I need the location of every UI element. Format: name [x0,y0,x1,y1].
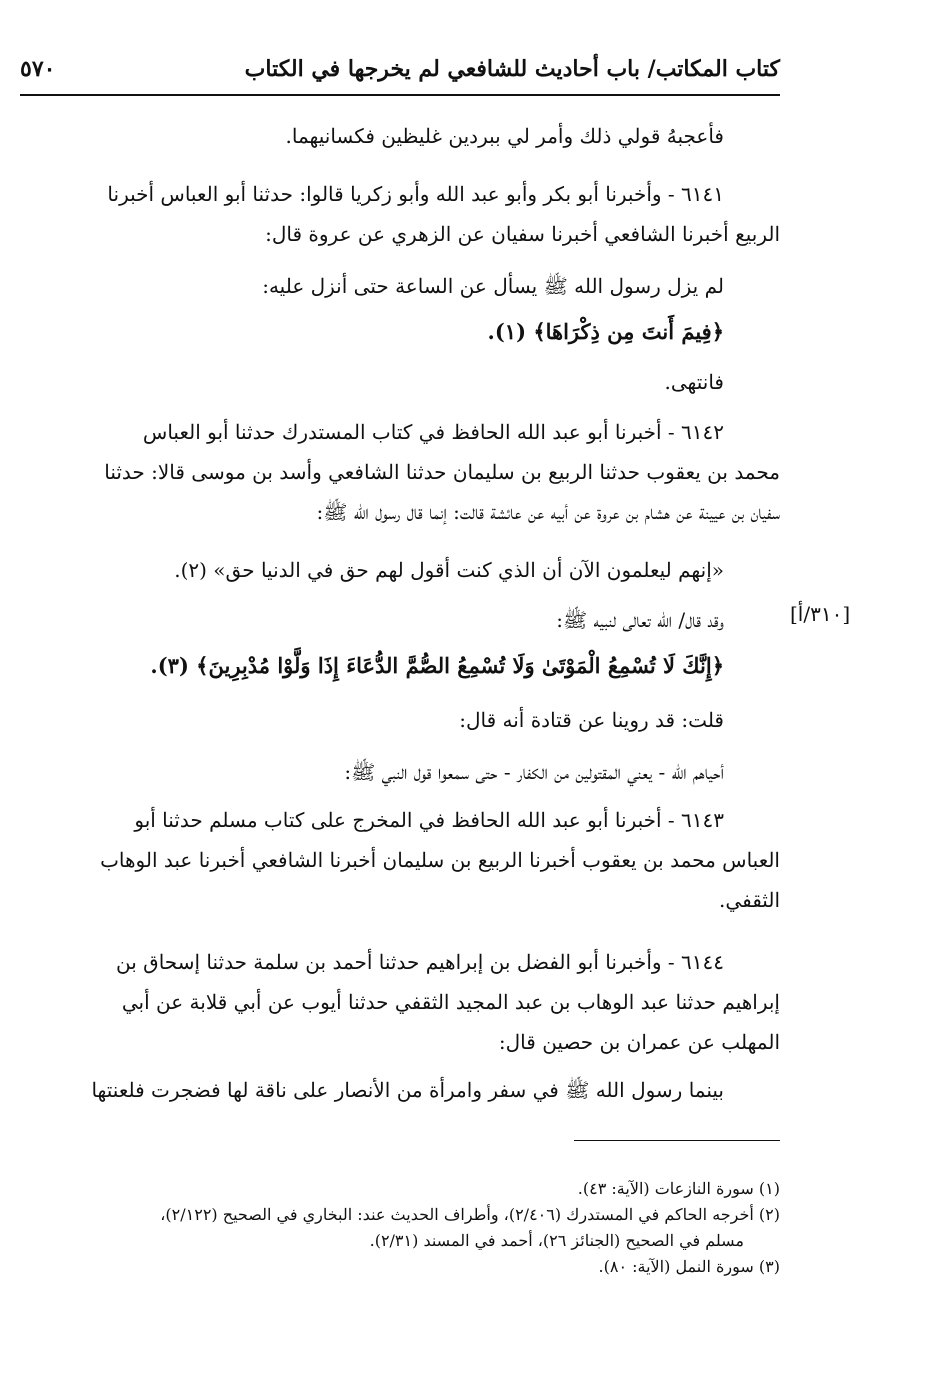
hadith-text [20,1070,780,1110]
quran-verse [20,646,780,686]
text-line: محمد بن يعقوب حدثنا الربيع بن سليمان حدثنا الشافعي وأسد بن موسى قالا: حدثنا [104,460,780,484]
text-line: ٦١٤٢ - أخبرنا أبو عبد الله الحافظ في كتاب المستدرك حدثنا أبو العباس [142,420,724,444]
text-line: فأعجبهُ قولي ذلك وأمر لي ببردين غليظين فكسانيهما. [285,124,724,148]
hadith-text [20,266,780,306]
manuscript-folio-note: [٣١٠/أ] [790,602,851,626]
text-paragraph [20,600,780,640]
text-line: ٦١٤١ - وأخبرنا أبو بكر وأبو عبد الله وأبو زكريا قالوا: حدثنا أبو العباس أخبرنا [107,182,724,206]
footnote-divider [574,1140,780,1141]
text-line: إبراهيم حدثنا عبد الوهاب بن عبد المجيد الثقفي حدثنا أيوب عن أبي قلابة عن أبي [121,990,780,1014]
footnote-2-continuation: مسلم في الصحيح (الجنائز ٢٦)، أحمد في المسند (٢/٣١). [369,1231,744,1250]
text-paragraph [20,362,780,402]
header-divider [20,94,780,96]
text-line: ﴿فِيمَ أَنتَ مِن ذِكْرَاهَا﴾ (١). [487,319,724,344]
footnote-3: (٣) سورة النمل (الآية: ٨٠). [598,1257,780,1276]
hadith-6142 [20,412,780,532]
hadith-6143 [20,800,780,920]
footnotes [20,1176,780,1280]
text-line: فانتهى. [664,370,724,394]
running-header [20,50,780,90]
page-number: ٥٧٠ [20,56,56,82]
text-line: قلت: قد روينا عن قتادة أنه قال: [459,708,724,732]
text-line: العباس محمد بن يعقوب أخبرنا الربيع بن سليمان أخبرنا الشافعي أخبرنا عبد الوهاب [100,848,780,872]
text-line: ٦١٤٤ - وأخبرنا أبو الفضل بن إبراهيم حدثنا أحمد بن سلمة حدثنا إسحاق بن [116,950,724,974]
paragraph-continuation [20,116,780,156]
text-paragraph [20,752,780,792]
text-line: المهلب عن عمران بن حصين قال: [498,1030,780,1054]
text-line: بينما رسول الله ﷺ في سفر وامرأة من الأنصار على ناقة لها فضجرت فلعنتها [91,1078,724,1102]
text-line: ٦١٤٣ - أخبرنا أبو عبد الله الحافظ في المخرج على كتاب مسلم حدثنا أبو [134,808,724,832]
text-line: سفيان بن عيينة عن هشام بن عروة عن أبيه عن عائشة قالت: إنما قال رسول الله ﷺ: [316,500,780,524]
hadith-text [20,550,780,590]
text-line: أحياهم الله - يعني المقتولين من الكفار - حتى سمعوا قول النبي ﷺ: [344,760,724,784]
text-line: ﴿إِنَّكَ لَا تُسْمِعُ الْمَوْتَىٰ وَلَا تُسْمِعُ الصُّمَّ الدُّعَاءَ إِذَا وَلَّوْا مُدْبِرِينَ﴾ (٣). [150,653,724,678]
footnote-2: (٢) أخرجه الحاكم في المستدرك (٢/٤٠٦)، وأطراف الحديث عند: البخاري في الصحيح (٢/١٢٢)، [160,1205,780,1224]
footnote-1: (١) سورة النازعات (الآية: ٤٣). [577,1179,780,1198]
text-line: «إنهم ليعلمون الآن أن الذي كنت أقول لهم حق في الدنيا حق» (٢). [174,558,724,582]
quran-verse [20,312,780,352]
chapter-title: كتاب المكاتب/ باب أحاديث للشافعي لم يخرجها في الكتاب [244,56,780,82]
text-line: الثقفي. [719,888,780,912]
text-paragraph [20,700,780,740]
text-line: وقد قال/ الله تعالى لنبيه ﷺ: [556,608,724,632]
text-line: الربيع أخبرنا الشافعي أخبرنا سفيان عن الزهري عن عروة قال: [265,222,780,246]
hadith-6144 [20,942,780,1062]
text-line: لم يزل رسول الله ﷺ يسأل عن الساعة حتى أنزل عليه: [262,274,724,298]
hadith-6141 [20,174,780,254]
